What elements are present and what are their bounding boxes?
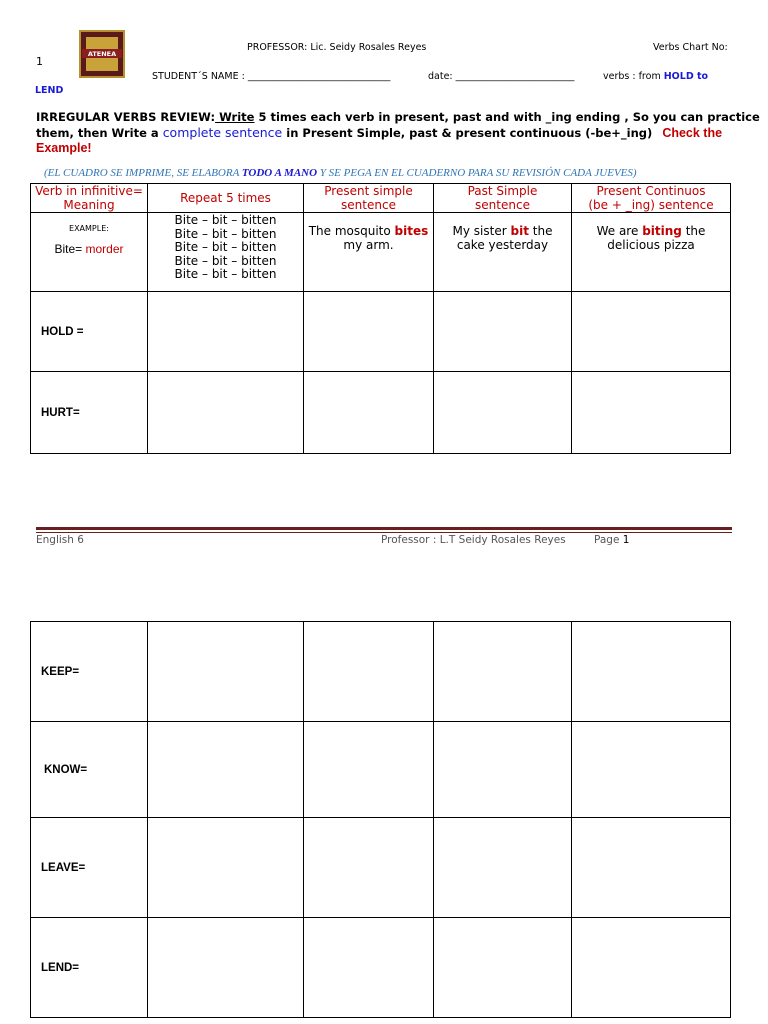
- verbs-range-end: LEND: [35, 85, 64, 96]
- verb-know: KNOW=: [31, 722, 148, 818]
- instructions-line-1-rest: 5 times each verb in present, past and with _ing ending , So you can practice: [254, 110, 760, 124]
- answer-cell[interactable]: [572, 918, 731, 1018]
- example-row: [31, 213, 731, 292]
- answer-cell[interactable]: [148, 722, 304, 818]
- answer-cell[interactable]: [148, 372, 304, 454]
- professor-label: PROFESSOR: Lic. Seidy Rosales Reyes: [247, 42, 427, 53]
- instructions-line-2-a: them, then Write a: [36, 126, 163, 140]
- note-part-3: Y SE PEGA EN EL CUADERNO PARA SU REVISIÓN CADA JUEVES): [317, 167, 637, 179]
- verbs-table-page-2: [30, 621, 731, 1018]
- answer-cell[interactable]: [148, 818, 304, 918]
- instructions-title: IRREGULAR VERBS REVIEW:: [36, 110, 216, 124]
- table-row: [31, 818, 731, 918]
- example-label: EXAMPLE:: [69, 224, 109, 233]
- answer-cell[interactable]: [304, 292, 434, 372]
- answer-cell[interactable]: [304, 918, 434, 1018]
- note-part-1: (EL CUADRO SE IMPRIME, SE ELABORA: [44, 167, 242, 179]
- atenea-logo: [76, 29, 128, 79]
- answer-cell[interactable]: [304, 372, 434, 454]
- footer-page: Page 1: [594, 534, 630, 546]
- table-row: [31, 622, 731, 722]
- date-field[interactable]: date: _________________________: [428, 71, 575, 82]
- student-name-field[interactable]: STUDENT´S NAME : ______________________________: [152, 71, 391, 82]
- header-present-continuous: Present Continuos (be + _ing) sentence: [572, 184, 731, 213]
- answer-cell[interactable]: [572, 292, 731, 372]
- note-part-2: TODO A MANO: [241, 167, 318, 179]
- verb-leave: LEAVE=: [31, 818, 148, 918]
- answer-cell[interactable]: [572, 622, 731, 722]
- header-verb-infinitive: Verb in infinitive= Meaning: [31, 184, 148, 213]
- logo-text: ATENEA: [87, 50, 117, 58]
- header-repeat: Repeat 5 times: [148, 184, 304, 213]
- answer-cell[interactable]: [572, 372, 731, 454]
- answer-cell[interactable]: [434, 722, 572, 818]
- table-row: [31, 918, 731, 1018]
- verbs-range-prefix: verbs : from: [603, 71, 664, 82]
- answer-cell[interactable]: [434, 372, 572, 454]
- verbs-range-start: HOLD to: [663, 71, 709, 82]
- instructions-write: Write: [215, 110, 255, 124]
- printing-note: [44, 167, 637, 179]
- footer-professor: Professor : L.T Seidy Rosales Reyes: [381, 534, 566, 546]
- header-past-simple: Past Simple sentence: [434, 184, 572, 213]
- example-repeat-cell: Bite – bit – bitten Bite – bit – bitten Bite – bit – bitten Bite – bit – bitten Bite – bit – bitten: [148, 213, 304, 292]
- footer-rule: [36, 527, 732, 530]
- example-verb-cell: [31, 213, 148, 292]
- answer-cell[interactable]: [434, 918, 572, 1018]
- answer-cell[interactable]: [434, 292, 572, 372]
- footer-rule-thin: [36, 532, 732, 533]
- verb-lend: LEND=: [31, 918, 148, 1018]
- table-header-row: [31, 184, 731, 213]
- answer-cell[interactable]: [304, 622, 434, 722]
- verbs-range: [603, 71, 708, 82]
- instructions-complete-sentence: complete sentence: [162, 125, 283, 140]
- instructions-check: Check the: [662, 126, 723, 140]
- verb-keep: KEEP=: [31, 622, 148, 722]
- table-row: [31, 722, 731, 818]
- example-past-cell: My sister bit the cake yesterday: [434, 213, 572, 292]
- answer-cell[interactable]: [148, 918, 304, 1018]
- verb-hurt: HURT=: [31, 372, 148, 454]
- example-verb: Bite= morder: [54, 242, 124, 256]
- answer-cell[interactable]: [434, 818, 572, 918]
- answer-cell[interactable]: [434, 622, 572, 722]
- answer-cell[interactable]: [148, 292, 304, 372]
- answer-cell[interactable]: [148, 622, 304, 722]
- table-row: [31, 372, 731, 454]
- answer-cell[interactable]: [572, 818, 731, 918]
- example-continuous-cell: We are biting the delicious pizza: [572, 213, 731, 292]
- instructions-line-2-b: in Present Simple, past & present continuous (-be+_ing): [282, 126, 653, 140]
- page-marker: 1: [36, 55, 43, 68]
- footer-course: English 6: [36, 534, 84, 546]
- instructions-line-1: [36, 110, 760, 124]
- instructions-line-2: [36, 125, 722, 140]
- table-row: [31, 292, 731, 372]
- verb-hold: HOLD =: [31, 292, 148, 372]
- header-present-simple: Present simple sentence: [304, 184, 434, 213]
- answer-cell[interactable]: [304, 818, 434, 918]
- answer-cell[interactable]: [304, 722, 434, 818]
- verbs-table-page-1: [30, 183, 731, 454]
- instructions-example: Example!: [36, 141, 92, 155]
- chart-number-label: Verbs Chart No:: [653, 42, 728, 53]
- answer-cell[interactable]: [572, 722, 731, 818]
- example-present-cell: The mosquito bites my arm.: [304, 213, 434, 292]
